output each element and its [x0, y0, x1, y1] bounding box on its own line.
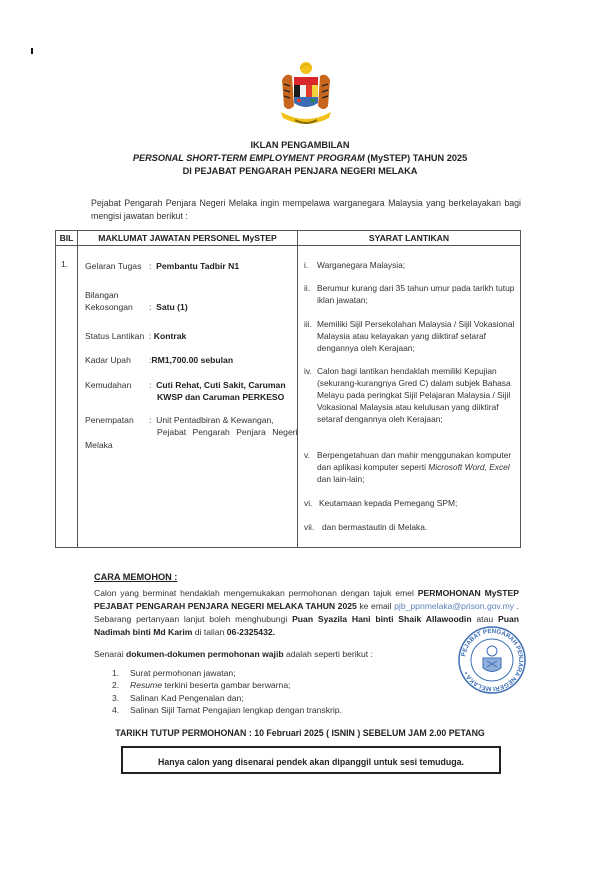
cell-bil [56, 246, 78, 548]
closing-date: TARIKH TUTUP PERMOHONAN : 10 Februari 2025 ( ISNIN ) SEBELUM JAM 2.00 PETANG [115, 728, 485, 738]
list-item: 4. Salinan Sijil Tamat Pengajian lengkap dengan transkrip. [112, 704, 342, 715]
cell-syarat: i. Warganegara Malaysia; ii. Berumur kurang dari 35 tahun umur pada tarikh tutup iklan jawatan; iii. Memiliki Sijil Persekolahan Malaysia / Sijil Vokasional Malaysia atau kelayakan yang diiktiraf setaraf dengannya oleh Kerajaan; iv. Calon bagi lantikan hendaklah memiliki Kepujian (sekurang-kurangnya Gred C) dalam subjek Bahasa Melayu pada peringkat Sijil Pelajaran Malaysia / Sijil Vokasional Malaysia atau kelulusan yang diiktiraf setaraf dengannya oleh Kerajaan; v. Berpengetahuan dan mahir menggunakan komputer dan aplikasi komputer seperti Microsoft Word, Excel dan lain-lain; vi. Keutamaan kepada Pemegang SPM; vii. dan bermastautin di Melaka. [298, 246, 521, 548]
svg-text:PEJABAT PENGARAH PENJARA NEGER: PEJABAT PENGARAH PENJARA NEGERI MELAKA • [460, 627, 525, 693]
table-header-row [56, 231, 521, 246]
table-row [56, 246, 521, 548]
email-link[interactable]: pjb_ppnmelaka@prison.gov.my [394, 601, 515, 611]
documents-intro: Senarai dokumen-dokumen permohonan wajib adalah seperti berikut : [94, 649, 373, 659]
position-table [55, 230, 521, 548]
header-bil: BIL [56, 231, 78, 246]
list-item: 3. Salinan Kad Pengenalan dan; [112, 692, 244, 703]
coat-of-arms-icon [277, 60, 335, 130]
list-item: 2. Resume terkini beserta gambar berwarna; [112, 680, 291, 691]
cell-maklumat: Gelaran Tugas : Pembantu Tadbir N1 Bilangan Kekosongan : Satu (1) Status Lantikan : Kontrak Kadar Upah :RM1,700.00 sebulan Kemudahan : Cuti Rehat, Cuti Sakit, Caruman KWSP dan Caruman PERKESO Penempatan : Unit Pentadbiran & Kewangan, Pejabat Pengarah Penjara Negeri Melaka [78, 246, 298, 548]
title-line-2: PERSONAL SHORT-TERM EMPLOYMENT PROGRAM (MySTEP) TAHUN 2025 [132, 153, 468, 163]
row-number: 1. [61, 259, 69, 269]
documents-list [112, 667, 342, 716]
intro-paragraph: Pejabat Pengarah Penjara Negeri Melaka ingin mempelawa warganegara Malaysia yang berkelayakan bagi mengisi jawatan berikut : [91, 198, 521, 221]
phone-number: 06-2325432. [226, 627, 276, 637]
header-maklumat: MAKLUMAT JAWATAN PERSONEL MySTEP [78, 231, 298, 246]
scan-mark [31, 48, 33, 54]
title-line-1: IKLAN PENGAMBILAN [250, 140, 350, 150]
official-stamp-icon [457, 625, 527, 695]
shortlist-notice-box: Hanya calon yang disenarai pendek akan dipanggil untuk sesi temuduga. [121, 746, 501, 774]
program-name: PERSONAL SHORT-TERM EMPLOYMENT PROGRAM [132, 153, 365, 163]
application-paragraph: Calon yang berminat hendaklah mengemukakan permohonan dengan tajuk emel PERMOHONAN MySTEP PEJABAT PENGARAH PENJARA NEGERI MELAKA TAHUN 2025 ke email pjb_ppnmelaka@prison.gov.my . Sebarang pertanyaan lanjut boleh menghubungi Puan Syazila Hani binti Shaik Allawoodin atau Puan Nadimah binti Md Karim di talian 06-2325432. [94, 588, 519, 637]
header-syarat: SYARAT LANTIKAN [298, 231, 521, 246]
list-item: 1. Surat permohonan jawatan; [112, 668, 236, 678]
section-heading-cara-memohon: CARA MEMOHON : [94, 572, 178, 582]
title-line-3: DI PEJABAT PENGARAH PENJARA NEGERI MELAKA [182, 166, 418, 176]
